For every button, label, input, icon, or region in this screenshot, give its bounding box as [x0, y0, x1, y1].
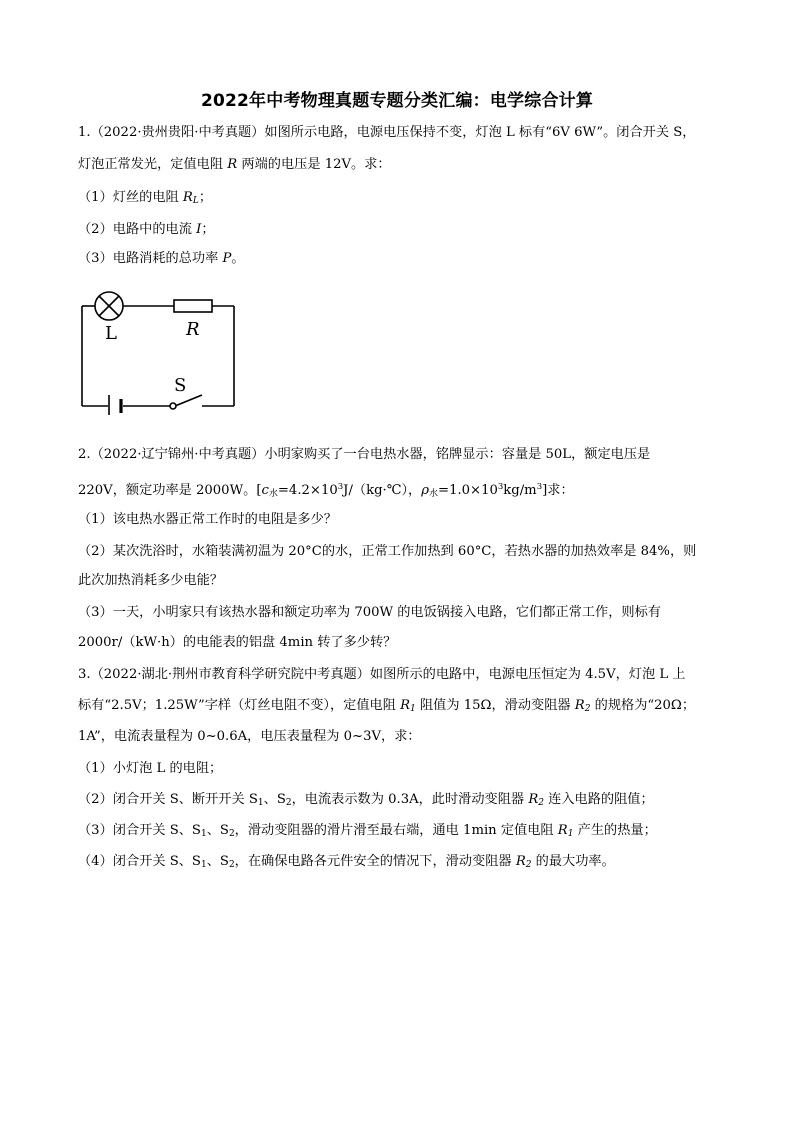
q2-part3-line2: 2000r/（kW·h）的电能表的铝盘 4min 转了多少转？: [78, 635, 397, 650]
q3-stem-line1: 3.（2022·湖北·荆州市教育科学研究院中考真题）如图所示的电路中，电源电压恒定为 4.5V，灯泡 L 上: [78, 667, 686, 682]
q2-part3-line1: （3）一天，小明家只有该热水器和额定功率为 700W 的电饭锅接入电路，它们都正常工作，则标有: [78, 605, 661, 620]
switch-label: S: [174, 375, 187, 396]
q1-part3: （3）电路消耗的总功率 P。: [78, 251, 245, 266]
q1-stem-line1: 1.（2022·贵州贵阳·中考真题）如图所示电路，电源电压保持不变，灯泡 L 标有“6V 6W”。闭合开关 S，: [78, 125, 696, 140]
q1-part2: （2）电路中的电流 I；: [78, 222, 215, 237]
q3-stem-line3: 1A”，电流表量程为 0~0.6A，电压表量程为 0~3V，求：: [78, 729, 421, 744]
lamp-label: L: [105, 323, 117, 344]
page-title: 2022年中考物理真题专题分类汇编：电学综合计算: [200, 91, 594, 111]
switch-symbol: [175, 395, 202, 406]
q3-part1: （1）小灯泡 L 的电阻；: [78, 761, 223, 776]
q2-stem-line2: 220V，额定功率是 2000W。[$c_水=4.2\times 10^3J/(kg\cdot℃)$，$\rho_水=1.0\times 10^3kg/m^3$]求：: [78, 482, 574, 499]
q3-stem-line2: 标有“2.5V；1.25W”字样（灯丝电阻不变），定值电阻 $R_1$ 阻值为 15Ω，滑动变阻器 $R_2$ 的规格为“20Ω；: [78, 698, 696, 714]
q3-part4: （4）闭合开关 S、$S_1$、$S_2$，在确保电路各元件安全的情况下，滑动变阻器 $R_2$ 的最大功率。: [78, 854, 615, 870]
q2-part2-line2: 此次加热消耗多少电能？: [78, 573, 224, 588]
q3-part2: （2）闭合开关 S、断开开关 $S_1$、$S_2$，电流表示数为 0.3A，此时滑动变阻器 $R_2$ 连入电路的阻值；: [78, 792, 654, 808]
q1-part1: （1）灯丝的电阻 $R_L$；: [78, 190, 213, 206]
circuit-diagram: [78, 285, 248, 415]
q2-part1: （1）该电热水器正常工作时的电阻是多少？: [78, 512, 337, 527]
q2-stem-line1: 2.（2022·辽宁锦州·中考真题）小明家购买了一台电热水器，铭牌显示：容量是 50L，额定电压是: [78, 447, 651, 462]
q2-part2-line1: （2）某次洗浴时，水箱装满初温为 20°C的水，正常工作加热到 60°C，若热水器的加热效率是 84%，则: [78, 544, 697, 559]
resistor-label: R: [186, 319, 200, 340]
q1-stem-line2: 灯泡正常发光，定值电阻 R 两端的电压是 12V。求：: [78, 157, 391, 172]
battery-symbol: [109, 395, 121, 415]
resistor-symbol: [174, 300, 212, 312]
q3-part3: （3）闭合开关 S、$S_1$、$S_2$，滑动变阻器的滑片滑至最右端，通电 1min 定值电阻 $R_1$ 产生的热量；: [78, 823, 657, 839]
